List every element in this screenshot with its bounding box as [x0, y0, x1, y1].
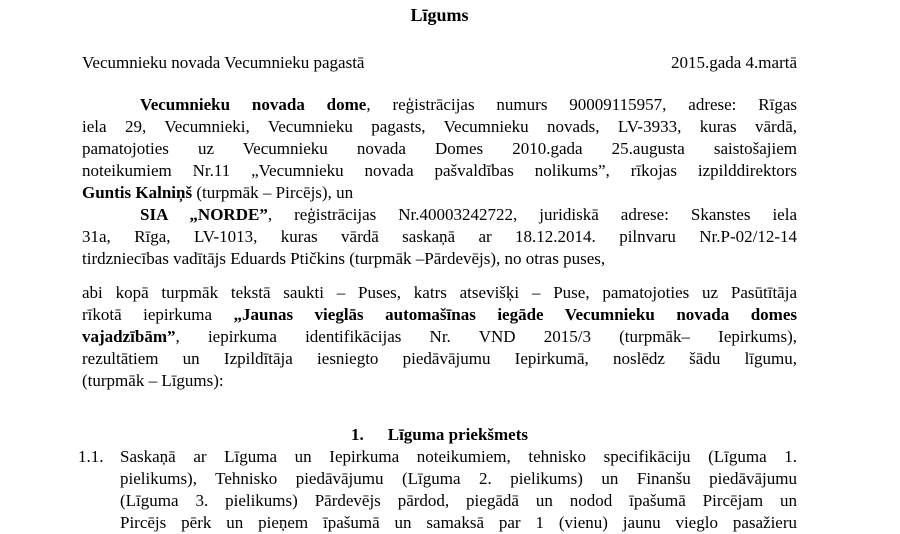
text-run-bold: „Jaunas vieglās automašīnas iegāde Vecumnieku novada domes: [233, 305, 797, 324]
paragraph-line: [82, 370, 797, 392]
text-run: Pircējs pērk un pieņem īpašumā un samaksā par 1 (vienu) jaunu vieglo pasažieru: [120, 513, 797, 532]
paragraph-seller: [82, 204, 797, 270]
text-run-bold: Vecumnieku novada dome: [140, 95, 367, 114]
section-number: 1.: [351, 425, 364, 444]
text-run: pielikums), Tehnisko piedāvājumu (Līguma 2. pielikums) un Finanšu piedāvājumu: [120, 469, 797, 488]
text-run: , iepirkuma identifikācijas Nr. VND 2015/3 (turpmāk– Iepirkums),: [175, 327, 797, 346]
paragraph-line: [82, 116, 797, 138]
paragraph-line: [82, 138, 797, 160]
text-run: abi kopā turpmāk tekstā saukti – Puses, katrs atsevišķi – Puse, pamatojoties uz Pasūtītāja: [82, 283, 797, 302]
text-run: noteikumiem Nr.11 „Vecumnieku novada pašvaldības nolikums”, rīkojas izpilddirektors: [82, 161, 797, 180]
text-run: pamatojoties uz Vecumnieku novada Domes 2010.gada 25.augusta saistošajiem: [82, 139, 797, 158]
text-run: Saskaņā ar Līguma un Iepirkuma noteikumiem, tehnisko specifikāciju (Līguma 1.: [120, 447, 797, 466]
text-run: (turpmāk – Pircējs), un: [192, 183, 354, 202]
clause-line: [120, 490, 797, 512]
text-run: (Līguma 3. pielikums) Pārdevējs pārdod, piegādā un nodod īpašumā Pircējam un: [120, 491, 797, 510]
paragraph-line: [82, 248, 797, 270]
text-run: 31a, Rīga, LV-1013, kuras vārdā saskaņā ar 18.12.2014. pilnvaru Nr.P-02/12-14: [82, 227, 797, 246]
text-run-bold: Guntis Kalniņš: [82, 183, 193, 202]
clause-text: [120, 446, 797, 534]
section-heading: [82, 424, 797, 446]
clause-1-1: [78, 446, 797, 534]
paragraph-line: [82, 226, 797, 248]
paragraph-buyer: [82, 94, 797, 204]
paragraph-line: [82, 160, 797, 182]
dateline-place: Vecumnieku novada Vecumnieku pagastā: [82, 53, 365, 72]
clause-line: [120, 468, 797, 490]
text-run: rezultātiem un Izpildītāja iesniegto piedāvājumu Iepirkumā, noslēdz šādu līgumu,: [82, 349, 797, 368]
text-run: , reģistrācijas Nr.40003242722, juridiskā adrese: Skanstes iela: [267, 205, 797, 224]
text-run: , reģistrācijas numurs 90009115957, adrese: Rīgas: [366, 95, 797, 114]
dateline: [82, 52, 797, 74]
dateline-date: 2015.gada 4.martā: [670, 53, 797, 72]
paragraph-preamble: [82, 282, 797, 392]
text-run-bold: SIA „NORDE”: [140, 205, 268, 224]
paragraph-line: [82, 304, 797, 326]
paragraph-line: [82, 282, 797, 304]
text-run: tirdzniecības vadītājs Eduards Ptičkins (turpmāk –Pārdevējs), no otras puses,: [82, 249, 606, 268]
text-run: rīkotā iepirkuma: [82, 305, 234, 324]
text-run: iela 29, Vecumnieki, Vecumnieku pagasts, Vecumnieku novads, LV-3933, kuras vārdā,: [82, 117, 797, 136]
section-title: Līguma priekšmets: [387, 425, 528, 444]
document-title: Līgums: [410, 5, 469, 25]
clause-number: 1.1.: [78, 447, 104, 466]
text-run: (turpmāk – Līgums):: [82, 371, 224, 390]
paragraph-line: [82, 348, 797, 370]
paragraph-line: [82, 204, 797, 226]
paragraph-line: [82, 326, 797, 348]
clause-line: [120, 446, 797, 468]
text-run-bold: vajadzībām”: [82, 327, 176, 346]
paragraph-line: [82, 182, 797, 204]
paragraph-line: [82, 94, 797, 116]
